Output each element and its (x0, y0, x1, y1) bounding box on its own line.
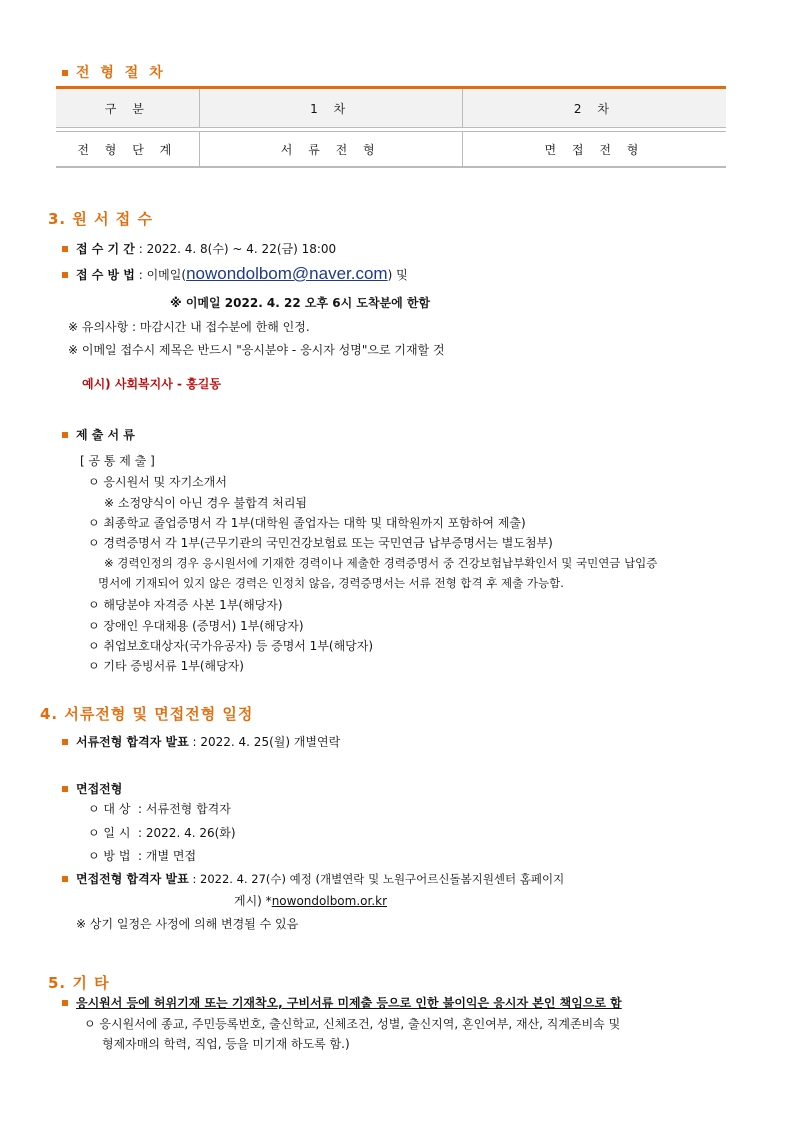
final-pass-line-2: 게시) *nowondolbom.or.kr (234, 894, 388, 908)
liability-line: 응시원서 등에 허위기재 또는 기재착오, 구비서류 미제출 등으로 인한 불이익은 응시자 본인 책임으로 함 (62, 994, 622, 1011)
interview-date: ㅇ 일 시 : 2022. 4. 26(화) (88, 826, 236, 840)
omission-line-2: 형제자매의 학력, 직업, 등을 미기재 하도록 함.) (102, 1037, 350, 1051)
bullet-icon (62, 876, 68, 882)
list-item: ㅇ 경력증명서 각 1부(근무기관의 국민건강보험료 또는 국민연금 납부증명서는 별도첨부) (88, 536, 553, 550)
method-line: 접 수 방 법 : 이메일(nowondolbom@naver.com) 및 (62, 264, 408, 284)
section-5-heading: 5. 기 타 (48, 974, 110, 992)
bullet-icon (62, 786, 68, 792)
list-item-note: ※ 소정양식이 아닌 경우 불합격 처리됨 (104, 496, 308, 510)
table-cell: 서 류 전 형 (200, 132, 463, 166)
note-caution: ※ 유의사항 : 마감시간 내 접수분에 한해 인정. (68, 320, 310, 334)
list-item: ㅇ 기타 증빙서류 1부(해당자) (88, 659, 244, 673)
table-row (56, 131, 726, 168)
common-docs-label: [ 공 통 제 출 ] (80, 454, 155, 468)
bullet-icon (62, 246, 68, 252)
procedure-table (56, 86, 726, 168)
doc-pass-line: 서류전형 합격자 발표 : 2022. 4. 25(월) 개별연락 (62, 733, 340, 750)
bullet-icon (62, 70, 68, 76)
final-pass-line: 면접전형 합격자 발표 : 2022. 4. 27(수) 예정 (개별연락 및 노원구어르신돌봄지원센터 홈페이지 (62, 870, 564, 887)
table-header-cell: 2 차 (573, 101, 615, 116)
period-line: 접 수 기 간 : 2022. 4. 8(수) ~ 4. 22(금) 18:00 (62, 240, 336, 257)
section-3-heading: 3. 원 서 접 수 (48, 210, 153, 228)
list-item: ㅇ 취업보호대상자(국가유공자) 등 증명서 1부(해당자) (88, 639, 374, 653)
bullet-icon (62, 272, 68, 278)
table-header-cell: 구 분 (56, 89, 200, 127)
list-item-note: 명서에 기재되어 있지 않은 경력은 인정치 않음, 경력증명서는 서류 전형 합격 후 제출 가능함. (98, 576, 564, 590)
table-header-row (56, 86, 726, 128)
table-cell: 전 형 단 계 (56, 132, 200, 166)
bullet-icon (62, 432, 68, 438)
email-deadline-note: ※ 이메일 2022. 4. 22 오후 6시 도착분에 한함 (170, 296, 431, 310)
omission-line-1: ㅇ 응시원서에 종교, 주민등록번호, 출신학교, 신체조건, 성별, 출신지역, 혼인여부, 재산, 직계존비속 및 (84, 1017, 621, 1031)
list-item: ㅇ 해당분야 자격증 사본 1부(해당자) (88, 598, 283, 612)
note-subject: ※ 이메일 접수시 제목은 반드시 "응시분야 - 응시자 성명"으로 기재할 것 (68, 343, 445, 357)
email-link[interactable]: nowondolbom@naver.com (186, 264, 388, 283)
list-item: ㅇ 최종학교 졸업증명서 각 1부(대학원 졸업자는 대학 및 대학원까지 포함하여 제출) (88, 516, 526, 530)
example-text: 예시) 사회복지사 - 홍길동 (82, 377, 221, 391)
list-item: ㅇ 응시원서 및 자기소개서 (88, 475, 227, 489)
schedule-change-note: ※ 상기 일정은 사정에 의해 변경될 수 있음 (76, 917, 299, 931)
table-cell: 면 접 전 형 (544, 142, 645, 157)
docs-heading: 제 출 서 류 (62, 426, 135, 443)
list-item: ㅇ 장애인 우대채용 (증명서) 1부(해당자) (88, 619, 304, 633)
interview-target: ㅇ 대 상 : 서류전형 합격자 (88, 802, 231, 816)
list-item-note: ※ 경력인정의 경우 응시원서에 기재한 경력이나 제출한 경력증명서 중 건강보험납부확인서 및 국민연금 납입증 (104, 556, 658, 570)
bullet-icon (62, 1000, 68, 1006)
interview-method: ㅇ 방 법 : 개별 면접 (88, 849, 197, 863)
bullet-icon (62, 739, 68, 745)
procedure-heading: 전 형 절 차 (62, 62, 166, 82)
interview-heading: 면접전형 (62, 780, 122, 797)
homepage-link[interactable]: nowondolbom.or.kr (271, 894, 388, 908)
table-header-cell: 1 차 (200, 89, 463, 127)
section-4-heading: 4. 서류전형 및 면접전형 일정 (40, 705, 254, 723)
